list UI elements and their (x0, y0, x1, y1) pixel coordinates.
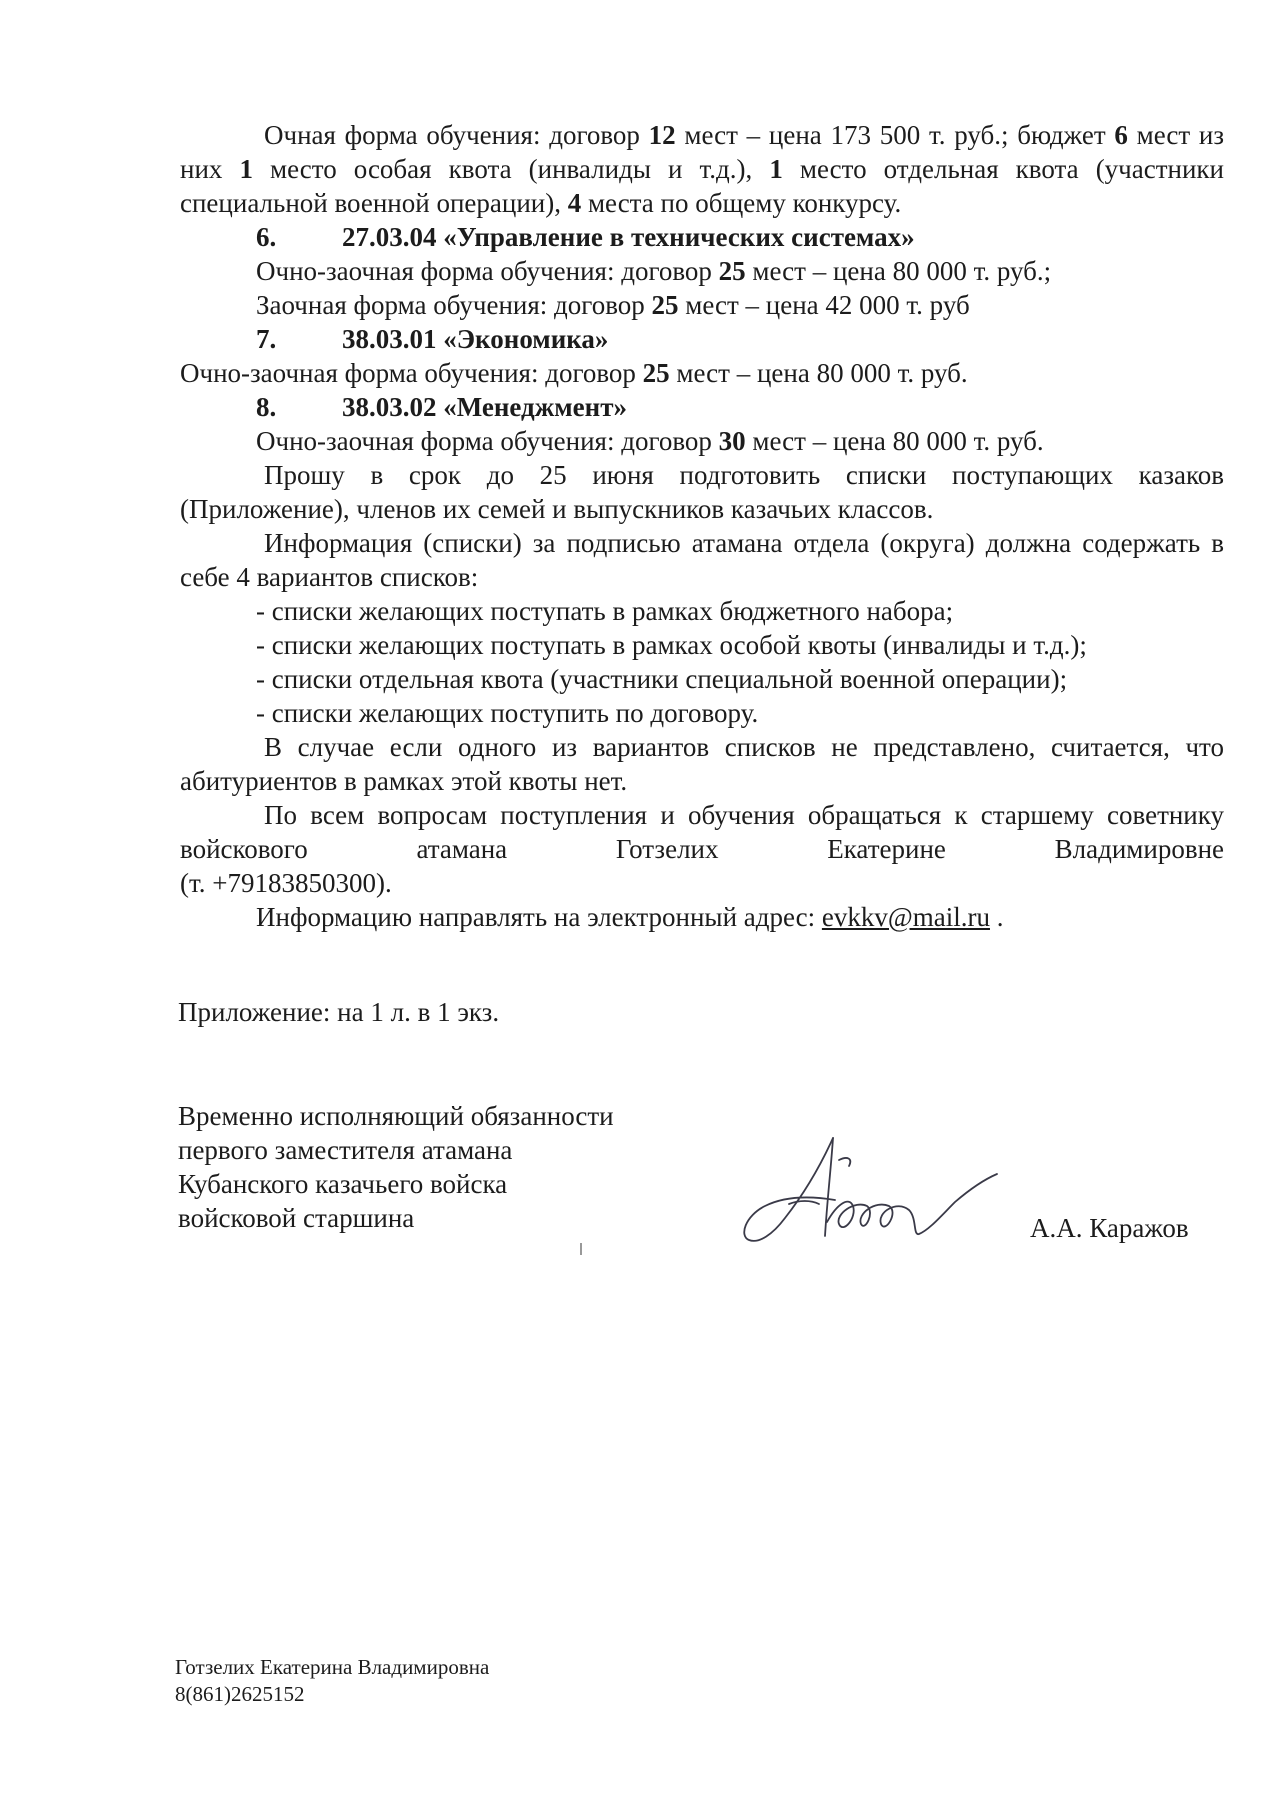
paragraph-no-list-note: В случае если одного из вариантов списков не представлено, считается, что абитуриентов в рамках этой квоты нет. (180, 732, 1224, 796)
heading-program-6: 6. 27.03.04 «Управление в технических системах» (256, 222, 915, 252)
paragraph-program-7: Очно-заочная форма обучения: договор 25 мест – цена 80 000 т. руб. (180, 358, 968, 388)
letter-body (180, 118, 1224, 934)
paragraph-program-6-correspondence: Заочная форма обучения: договор 25 мест – цена 42 000 т. руб (256, 290, 970, 320)
executor-name: Готзелих Екатерина Владимировна (175, 1655, 490, 1679)
signatory-line: войсковой старшина (178, 1203, 415, 1233)
paragraph-contact-phone: (т. +79183850300). (180, 868, 392, 898)
paragraph-email: Информацию направлять на электронный адрес: evkkv@mail.ru . (256, 902, 1004, 932)
handwritten-signature (715, 1120, 1005, 1260)
list-item: - списки желающих поступить по договору. (256, 698, 759, 728)
paragraph-program-8: Очно-заочная форма обучения: договор 30 мест – цена 80 000 т. руб. (256, 426, 1044, 456)
executor-info (175, 1654, 489, 1708)
heading-program-7: 7. 38.03.01 «Экономика» (256, 324, 609, 354)
paragraph-contact: По всем вопросам поступления и обучения обращаться к старшему советнику войскового атамана Готзелих Екатерине Владимировне (180, 800, 1224, 864)
list-item: - списки отдельная квота (участники специальной военной операции); (256, 664, 1068, 694)
paragraph-full-time-form: Очная форма обучения: договор 12 мест – цена 173 500 т. руб.; бюджет 6 мест из них 1 место особая квота (инвалиды и т.д.), 1 место отдельная квота (участники специальной военной операции), 4 места по общему конкурсу. (180, 120, 1225, 218)
signer-name: А.А. Каражов (1030, 1213, 1189, 1243)
heading-program-8: 8. 38.03.02 «Менеджмент» (256, 392, 627, 422)
signatory-line: Кубанского казачьего войска (178, 1169, 508, 1199)
email-link[interactable]: evkkv@mail.ru (821, 902, 990, 932)
scan-mark (580, 1243, 582, 1255)
list-item: - списки желающих поступать в рамках особой квоты (инвалиды и т.д.); (256, 630, 1087, 660)
list-item: - списки желающих поступать в рамках бюджетного набора; (256, 596, 954, 626)
paragraph-info-requirements: Информация (списки) за подписью атамана отдела (округа) должна содержать в себе 4 вариантов списков: (180, 528, 1224, 592)
signatory-line: первого заместителя атамана (178, 1135, 513, 1165)
paragraph-request: Прошу в срок до 25 июня подготовить списки поступающих казаков (Приложение), членов их семей и выпускников казачьих классов. (180, 460, 1224, 524)
paragraph-program-6-part-time: Очно-заочная форма обучения: договор 25 мест – цена 80 000 т. руб.; (256, 256, 1052, 286)
signatory-line: Временно исполняющий обязанности (178, 1101, 614, 1131)
executor-phone: 8(861)2625152 (175, 1682, 305, 1706)
signatory-position (178, 1099, 738, 1235)
appendix-note: Приложение: на 1 л. в 1 экз. (178, 997, 500, 1027)
